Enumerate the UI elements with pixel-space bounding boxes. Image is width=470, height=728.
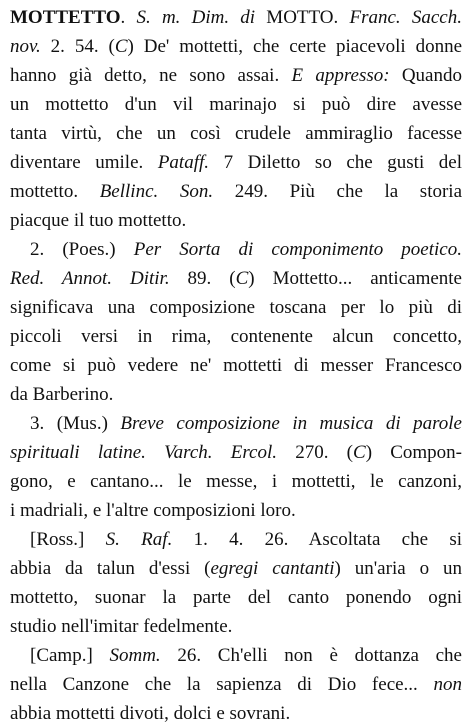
entry-text-segment: C xyxy=(235,268,249,289)
entry-text-segment: Per Sorta di componimento poetico. xyxy=(133,239,462,260)
entry-text-segment: non xyxy=(433,674,462,695)
entry-text-segment: hanno già detto, ne sono assai. xyxy=(10,65,292,86)
entry-text-segment: Breve composizione in musica di parole xyxy=(120,413,462,434)
entry-line xyxy=(10,3,462,32)
entry-line xyxy=(10,380,462,409)
entry-text-segment: 249. Più che la storia xyxy=(213,181,462,202)
entry-text-segment: nov. xyxy=(10,36,41,57)
entry-text-segment: Pataff. xyxy=(157,152,210,173)
entry-line xyxy=(10,90,462,119)
entry-line xyxy=(10,670,462,699)
entry-text-segment: . xyxy=(333,7,350,28)
entry-line xyxy=(10,293,462,322)
entry-text-segment: mottetto. xyxy=(10,181,100,202)
entry-line xyxy=(30,409,462,438)
entry-text-segment: i madriali, e l'altre composizioni loro. xyxy=(10,500,296,521)
entry-text-segment: tanta virtù, che un così crudele ammiraglio facesse xyxy=(10,123,462,144)
entry-text-segment: 7 Diletto so che gusti del xyxy=(209,152,462,173)
entry-text-segment: S. m. Dim. di xyxy=(136,7,256,28)
entry-text-segment: come si può vedere ne' mottetti di messer Francesco xyxy=(10,355,462,376)
entry-text-segment: ) De' mottetti, che certe piacevoli donne xyxy=(127,36,462,57)
entry-line xyxy=(10,148,462,177)
entry-text-segment: mottetto, suonar la parte del canto ponendo ogni xyxy=(10,587,462,608)
headword: MOTTETTO xyxy=(10,7,121,28)
entry-text-segment: abbia mottetti divoti, dolci e sovrani. xyxy=(10,703,291,724)
entry-text-segment: ) Mottetto... anticamente xyxy=(248,268,462,289)
entry-text-segment: E appresso: xyxy=(291,65,390,86)
entry-text-segment: piccoli versi in rima, contenente alcun concetto, xyxy=(10,326,462,347)
entry-text-segment: diventare umile. xyxy=(10,152,158,173)
entry-text-segment: ) un'aria o un xyxy=(334,558,462,579)
entry-text-segment: spirituali latine. Varch. Ercol. xyxy=(10,442,277,463)
entry-text-segment: ) Compon- xyxy=(365,442,462,463)
entry-text-segment: nella Canzone che la sapienza di Dio fece... xyxy=(10,674,434,695)
entry-line xyxy=(10,351,462,380)
entry-line xyxy=(10,583,462,612)
entry-text-segment: da Barberino. xyxy=(10,384,114,405)
entry-text-segment: [Ross.] xyxy=(30,529,106,550)
entry-line xyxy=(10,264,462,293)
entry-text-segment: 270. ( xyxy=(276,442,353,463)
entry-text-segment: 2. (Poes.) xyxy=(30,239,134,260)
entry-text-segment: abbia da talun d'essi ( xyxy=(10,558,211,579)
entry-text-segment: Somm. xyxy=(109,645,161,666)
entry-line xyxy=(10,32,462,61)
entry-line xyxy=(10,438,462,467)
entry-text-segment: significava una composizione toscana per lo più di xyxy=(10,297,462,318)
entry-line xyxy=(10,612,462,641)
entry-line xyxy=(10,699,462,728)
entry-text-segment: MOTTO xyxy=(255,7,334,28)
entry-text-segment: egregi cantanti xyxy=(210,558,335,579)
entry-line xyxy=(30,641,462,670)
entry-text-segment: 1. 4. 26. Ascoltata che si xyxy=(172,529,462,550)
entry-line xyxy=(10,206,462,235)
entry-line xyxy=(10,496,462,525)
entry-line xyxy=(10,554,462,583)
entry-text-segment: 3. (Mus.) xyxy=(30,413,121,434)
entry-line xyxy=(10,467,462,496)
entry-text-segment: C xyxy=(353,442,366,463)
entry-text-segment: Franc. Sacch. xyxy=(349,7,462,28)
entry-line xyxy=(30,235,462,264)
entry-text-segment: 2. 54. ( xyxy=(40,36,115,57)
entry-text-segment: studio nell'imitar fedelmente. xyxy=(10,616,233,637)
entry-line xyxy=(10,119,462,148)
entry-line xyxy=(10,177,462,206)
entry-text-segment: piacque il tuo mottetto. xyxy=(10,210,187,231)
entry-line xyxy=(10,61,462,90)
entry-line xyxy=(10,322,462,351)
entry-text-segment: gono, e cantano... le messe, i mottetti, le canzoni, xyxy=(10,471,462,492)
entry-line xyxy=(30,525,462,554)
entry-text-segment: C xyxy=(114,36,128,57)
entry-text-segment: un mottetto d'un vil marinajo si può dire avesse xyxy=(10,94,462,115)
entry-text-segment: [Camp.] xyxy=(30,645,110,666)
entry-text-segment: 26. Ch'elli non è dottanza che xyxy=(160,645,462,666)
entry-text-segment: 89. ( xyxy=(169,268,236,289)
entry-text-segment: Quando xyxy=(389,65,462,86)
entry-text-segment: . xyxy=(120,7,137,28)
entry-text-segment: Red. Annot. Ditir. xyxy=(10,268,170,289)
entry-text-segment: S. Raf. xyxy=(105,529,173,550)
entry-text-segment: Bellinc. Son. xyxy=(99,181,214,202)
